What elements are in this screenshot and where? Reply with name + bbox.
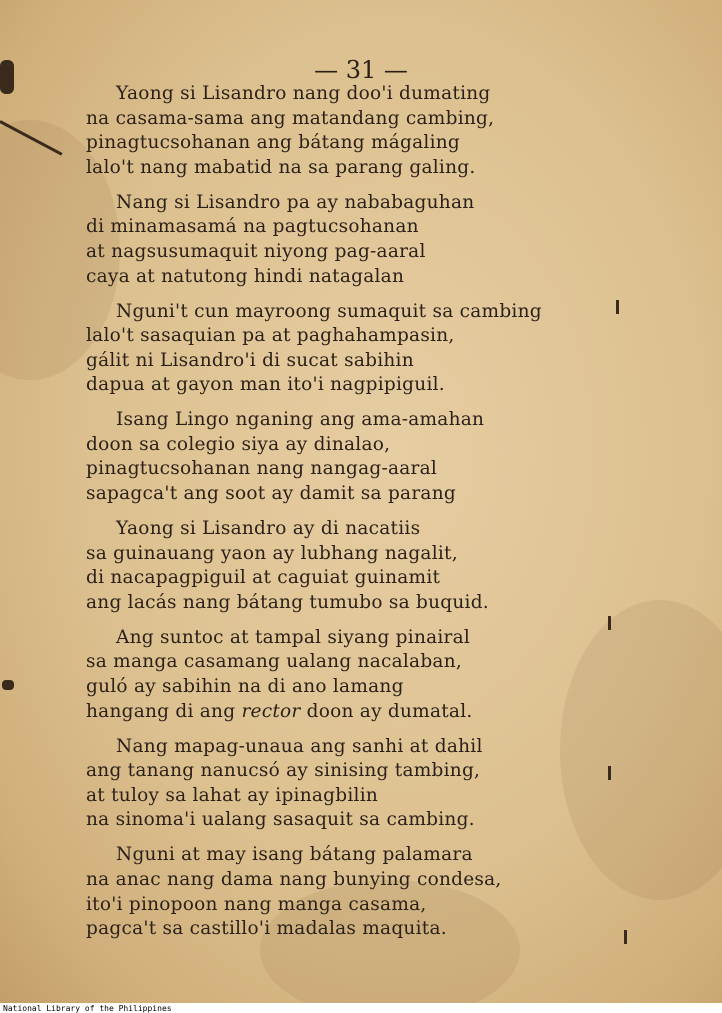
italic-word: rector bbox=[241, 700, 301, 722]
poem-line: Isang Lingo nganing ang ama-amahan bbox=[116, 409, 485, 431]
binding-tear-mark bbox=[608, 766, 611, 780]
poem-line: ang tanang nanucsó ay sinising tambing, bbox=[86, 760, 481, 782]
stanza bbox=[86, 843, 606, 941]
binding-tear-mark bbox=[608, 616, 611, 630]
stanza bbox=[86, 626, 606, 724]
poem-line: sa manga casamang ualang nacalaban, bbox=[86, 651, 462, 673]
poem-line: pinagtucsohanan nang nangag-aaral bbox=[86, 458, 438, 480]
poem-line: ito'i pinopoon nang manga casama, bbox=[86, 893, 427, 915]
page-number: — 31 — bbox=[314, 56, 408, 84]
binding-tear-mark bbox=[624, 930, 627, 944]
poem-line: Ang suntoc at tampal siyang pinairal bbox=[116, 626, 471, 648]
poem-line: lalo't sasaquian pa at paghahampasin, bbox=[86, 325, 455, 347]
poem-line: doon sa colegio siya ay dinalao, bbox=[86, 433, 391, 455]
library-credit: National Library of the Philippines bbox=[3, 1004, 172, 1013]
poem-line: sa guinauang yaon ay lubhang nagalit, bbox=[86, 542, 458, 564]
poem-line: pagca't sa castillo'i madalas maquita. bbox=[86, 918, 447, 940]
poem-line: dapua at gayon man ito'i nagpipiguil. bbox=[86, 374, 445, 396]
poem-line: di minamasamá na pagtucsohanan bbox=[86, 216, 419, 238]
poem-line: sapagca't ang soot ay damit sa parang bbox=[86, 483, 456, 505]
poem-line: caya at natutong hindi natagalan bbox=[86, 265, 405, 287]
poem-line: at tuloy sa lahat ay ipinagbilin bbox=[86, 784, 379, 806]
poem-line: Nang mapag-unaua ang sanhi at dahil bbox=[116, 735, 483, 757]
poem-line: at nagsusumaquit niyong pag-aaral bbox=[86, 240, 426, 262]
poem-line: guló ay sabihin na di ano lamang bbox=[86, 676, 404, 698]
poem-line: hangang di ang rector doon ay dumatal. bbox=[86, 700, 473, 722]
poem-line: pinagtucsohanan ang bátang mágaling bbox=[86, 132, 460, 154]
stanza bbox=[86, 735, 606, 833]
poem-line: gálit ni Lisandro'i di sucat sabihin bbox=[86, 349, 414, 371]
stanza bbox=[86, 517, 606, 615]
binding-tear-mark bbox=[2, 680, 14, 690]
poem-line: ang lacás nang bátang tumubo sa buquid. bbox=[86, 591, 489, 613]
stanza bbox=[86, 191, 606, 289]
poem-body bbox=[86, 82, 606, 952]
poem-line: Yaong si Lisandro ay di nacatiis bbox=[116, 518, 421, 540]
poem-line: na casama-sama ang matandang cambing, bbox=[86, 107, 495, 129]
poem-line: Yaong si Lisandro nang doo'i dumating bbox=[116, 83, 491, 104]
binding-tear-mark bbox=[616, 300, 619, 314]
stanza bbox=[86, 408, 606, 506]
poem-line: Nang si Lisandro pa ay nababaguhan bbox=[116, 191, 475, 213]
poem-line: di nacapagpiguil at caguiat guinamit bbox=[86, 567, 441, 589]
poem-line: na sinoma'i ualang sasaquit sa cambing. bbox=[86, 809, 475, 831]
poem-line: na anac nang dama nang bunying condesa, bbox=[86, 868, 502, 890]
poem-line: lalo't nang mabatid na sa parang galing. bbox=[86, 156, 476, 178]
stanza bbox=[86, 300, 606, 398]
stanza bbox=[86, 82, 606, 180]
poem-line: Nguni't cun mayroong sumaquit sa cambing bbox=[116, 300, 542, 322]
poem-line: Nguni at may isang bátang palamara bbox=[116, 844, 473, 866]
